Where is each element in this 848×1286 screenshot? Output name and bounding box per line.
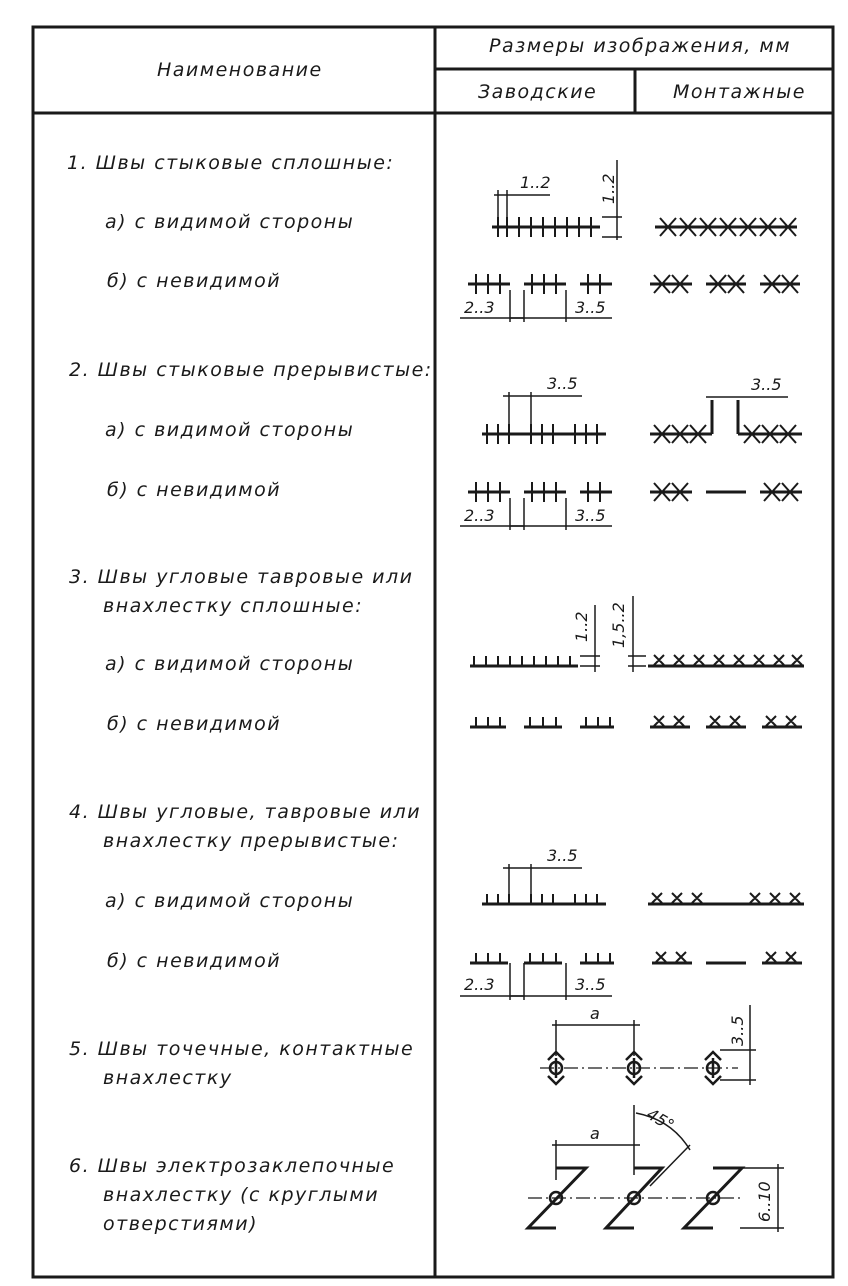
row6-title-line3: отверстиями)	[103, 1213, 259, 1235]
row5-spot-weld-symbol	[540, 1005, 756, 1085]
row3-item-b: б) с невидимой	[107, 713, 282, 735]
dim-6-10-row6: 6..10	[755, 1181, 774, 1222]
row3-b-mounting-symbol	[650, 716, 802, 727]
dim-3-5-row2b: 3..5	[575, 506, 606, 525]
row3-title-line2: внахлестку сплошные:	[103, 595, 364, 617]
row1-b-mounting-symbol	[650, 275, 800, 293]
row2-item-b: б) с невидимой	[107, 479, 282, 501]
dim-3-5-row1b: 3..5	[575, 298, 606, 317]
row4-item-a: а) с видимой стороны	[105, 890, 355, 912]
header-name-column: Наименование	[157, 59, 323, 81]
row1-item-a: а) с видимой стороны	[105, 211, 355, 233]
row1-title: 1. Швы стыковые сплошные:	[67, 152, 395, 174]
row3-item-a: а) с видимой стороны	[105, 653, 355, 675]
row6-title-line2: внахлестку (с круглыми	[103, 1184, 380, 1206]
row1-item-b: б) с невидимой	[107, 270, 282, 292]
dim-3-5-row5: 3..5	[728, 1015, 747, 1046]
dim-2-3-row4b: 2..3	[464, 975, 495, 994]
dim-45-degree-row6: 45°	[643, 1104, 678, 1135]
row4-b-mounting-symbol	[652, 952, 802, 963]
row4-title-line2: внахлестку прерывистые:	[103, 830, 400, 852]
row3-b-factory-symbol	[470, 717, 614, 727]
spot-weld-mark-2	[626, 1052, 642, 1084]
dim-3-5-row4a: 3..5	[547, 846, 578, 865]
spot-weld-mark-1	[548, 1052, 564, 1084]
row2-b-mounting-symbol	[650, 483, 802, 501]
dim-3-5-row4b: 3..5	[575, 975, 606, 994]
header-mounting-column: Монтажные	[673, 81, 806, 103]
dim-a-row5: a	[590, 1004, 600, 1023]
row2-a-factory-symbol	[482, 392, 606, 444]
dim-2-3-row1b: 2..3	[464, 298, 495, 317]
row4-item-b: б) с невидимой	[107, 950, 282, 972]
spot-weld-mark-3	[705, 1052, 721, 1084]
row3-title-line1: 3. Швы угловые тавровые или	[69, 566, 414, 588]
dim-1-2-row3a: 1..2	[572, 611, 591, 642]
dim-1-5-2-row3a: 1,5..2	[609, 602, 628, 648]
row5-title-line1: 5. Швы точечные, контактные	[69, 1038, 415, 1060]
dim-1-2-row1a-vertical: 1..2	[599, 173, 618, 204]
dim-3-5-row2a-mounting: 3..5	[751, 375, 782, 394]
header-factory-column: Заводские	[478, 81, 598, 103]
dim-a-row6: a	[590, 1124, 600, 1143]
row4-a-factory-symbol	[482, 864, 606, 904]
row4-a-mounting-symbol	[648, 893, 804, 904]
row4-title-line1: 4. Швы угловые, тавровые или	[69, 801, 422, 823]
row2-a-mounting-symbol	[650, 397, 802, 443]
row6-title-line1: 6. Швы электрозаклепочные	[69, 1155, 396, 1177]
dim-3-5-row2a-factory: 3..5	[547, 374, 578, 393]
row3-a-mounting-symbol	[628, 596, 804, 672]
row2-item-a: а) с видимой стороны	[105, 419, 355, 441]
row2-title: 2. Швы стыковые прерывистые:	[69, 359, 433, 381]
row5-title-line2: внахлестку	[103, 1067, 233, 1089]
dim-2-3-row2b: 2..3	[464, 506, 495, 525]
row1-a-mounting-symbol	[655, 218, 797, 236]
dim-1-2-row1a: 1..2	[520, 173, 551, 192]
header-size-column: Размеры изображения, мм	[489, 35, 792, 57]
